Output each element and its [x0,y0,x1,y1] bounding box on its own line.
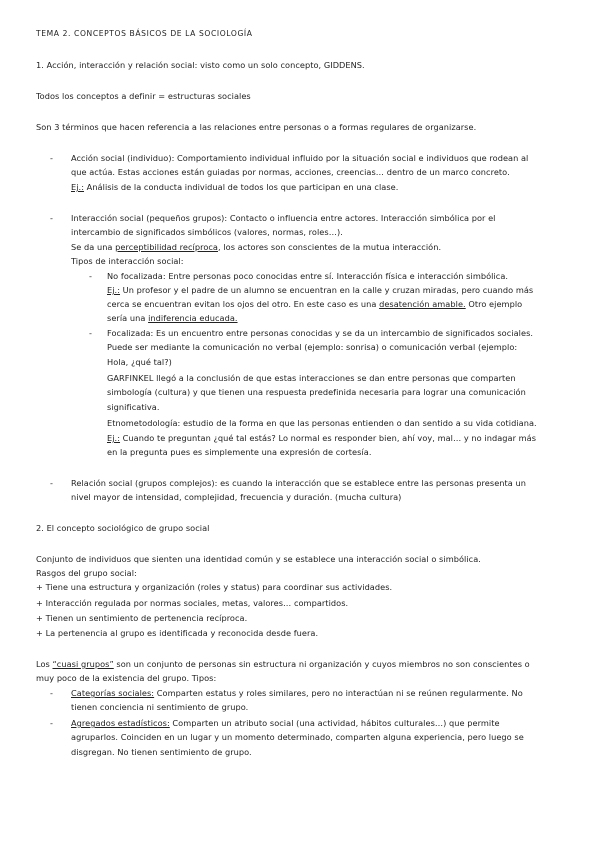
text-run: Otro ejemplo [465,299,523,309]
rasgo-2: + Interacción regulada por normas sociales, metas, valores… compartidos. [36,598,349,608]
no-focalizada-line-3 [107,297,522,312]
example-label: Ej.: [71,182,85,192]
bullet-dash: - [50,688,53,698]
interaccion-line-2: intercambio de significados simbólicos (valores, normas, roles…). [71,227,343,237]
paragraph-estructuras: Todos los conceptos a definir = estructuras sociales [36,91,251,101]
underlined-term: Agregados estadísticos: [71,718,170,728]
no-focalizada-line-2 [107,283,533,298]
focalizada-line-7: Etnometodología: estudio de la forma en que las personas entienden o dan sentido a su vida cotidiana. [107,418,537,428]
paragraph-terminos: Son 3 términos que hacen referencia a las relaciones entre personas o a formas regulares de organizarse. [36,122,477,132]
agregados-line-2: agruparlos. Coinciden en un lugar y un momento determinado, comparten alguna experiencia, pero luego se [71,732,524,742]
text-run: Se da una [71,242,116,252]
categorias-line-1 [71,686,523,701]
bullet-dash: - [50,718,53,728]
example-label: Ej.: [107,285,121,295]
document-title: TEMA 2. CONCEPTOS BÁSICOS DE LA SOCIOLOGÍA [36,29,253,38]
focalizada-line-6: significativa. [107,402,160,412]
text-run: Cuando te preguntan ¿qué tal estás? Lo normal es responder bien, ahí voy, mal… y no indagar más [120,433,537,443]
accion-line-2: que actúa. Estas acciones están guiadas por normas, acciones, creencias… dentro de un marco concreto. [71,167,510,177]
rasgo-4: + La pertenencia al grupo es identificada y reconocida desde fuera. [36,628,319,638]
text-run: Un profesor y el padre de un alumno se encuentran en la calle y cruzan miradas, pero cuando más [120,285,534,295]
accion-example [71,180,398,195]
underlined-term: perceptibilidad recíproca [115,242,218,252]
section-1-heading: 1. Acción, interacción y relación social: visto como un solo concepto, GIDDENS. [36,60,365,70]
relacion-line-2: nivel mayor de intensidad, complejidad, frecuencia y duración. (mucha cultura) [71,492,402,502]
interaccion-line-3 [71,240,441,255]
categorias-line-2: tienen conciencia ni sentimiento de grupo. [71,702,249,712]
rasgos-label: Rasgos del grupo social: [36,568,137,578]
text-run: Comparten un atributo social (una actividad, hábitos culturales…) que permite [169,718,500,728]
grupo-definicion: Conjunto de individuos que sienten una identidad común y se establece una interacción social o simbólica. [36,554,481,564]
underlined-term: Categorías sociales: [71,688,155,698]
cuasi-grupos-line-1 [36,657,530,672]
bullet-dash: - [89,271,92,281]
relacion-line-1: Relación social (grupos complejos): es cuando la interacción que se establece entre las personas presenta un [71,478,526,488]
no-focalizada-line-4 [107,311,238,326]
underlined-term: indiferencia educada. [148,313,238,323]
text-run: sería una [107,313,149,323]
bullet-dash: - [50,213,53,223]
focalizada-line-1: Focalizada: Es un encuentro entre personas conocidas y se da un intercambio de significados sociales. [107,328,534,338]
bullet-dash: - [89,328,92,338]
rasgo-1: + Tiene una estructura y organización (roles y status) para coordinar sus actividades. [36,582,393,592]
cuasi-grupos-line-2: muy poco de la existencia del grupo. Tipos: [36,673,217,683]
text-run: cerca se encuentran evitan los ojos del otro. En este caso es una [107,299,380,309]
text-run: son un conjunto de personas sin estructura ni organización y cuyos miembros no son conscientes o [113,659,530,669]
agregados-line-3: disgregan. No tienen sentimiento de grupo. [71,747,252,757]
bullet-dash: - [50,478,53,488]
no-focalizada-line-1: No focalizada: Entre personas poco conocidas entre sí. Interacción física e interacción simbólica. [107,271,509,281]
focalizada-line-2: Puede ser mediante la comunicación no verbal (ejemplo: sonrisa) o comunicación verbal (ejemplo: [107,342,518,352]
accion-line-1: Acción social (individuo): Comportamiento individual influido por la situación social e individuos que rodean al [71,153,529,163]
underlined-term: desatención amable. [379,299,466,309]
agregados-line-1 [71,716,500,731]
focalizada-line-3: Hola, ¿qué tal?) [107,357,172,367]
interaccion-line-1: Interacción social (pequeños grupos): Contacto o influencia entre actores. Interacción simbólica por el [71,213,496,223]
focalizada-line-9: en la pregunta pues es simplemente una expresión de cortesía. [107,447,372,457]
text-run: Los [36,659,53,669]
text-run: Comparten estatus y roles similares, pero no interactúan ni se reúnen regularmente. No [154,688,523,698]
bullet-dash: - [50,153,53,163]
example-label: Ej.: [107,433,121,443]
focalizada-line-4: GARFINKEL llegó a la conclusión de que estas interacciones se dan entre personas que comparten [107,373,516,383]
underlined-term: “cuasi grupos” [52,659,114,669]
focalizada-line-5: simbología (cultura) y que tienen una respuesta predefinida necesaria para lograr una comunicación [107,387,526,397]
text-run: , los actores son conscientes de la mutua interacción. [218,242,442,252]
focalizada-line-8 [107,431,536,446]
rasgo-3: + Tienen un sentimiento de pertenencia recíproca. [36,613,248,623]
interaccion-types-label: Tipos de interacción social: [71,256,184,266]
section-2-heading: 2. El concepto sociológico de grupo social [36,523,210,533]
example-text: Análisis de la conducta individual de todos los que participan en una clase. [84,182,399,192]
